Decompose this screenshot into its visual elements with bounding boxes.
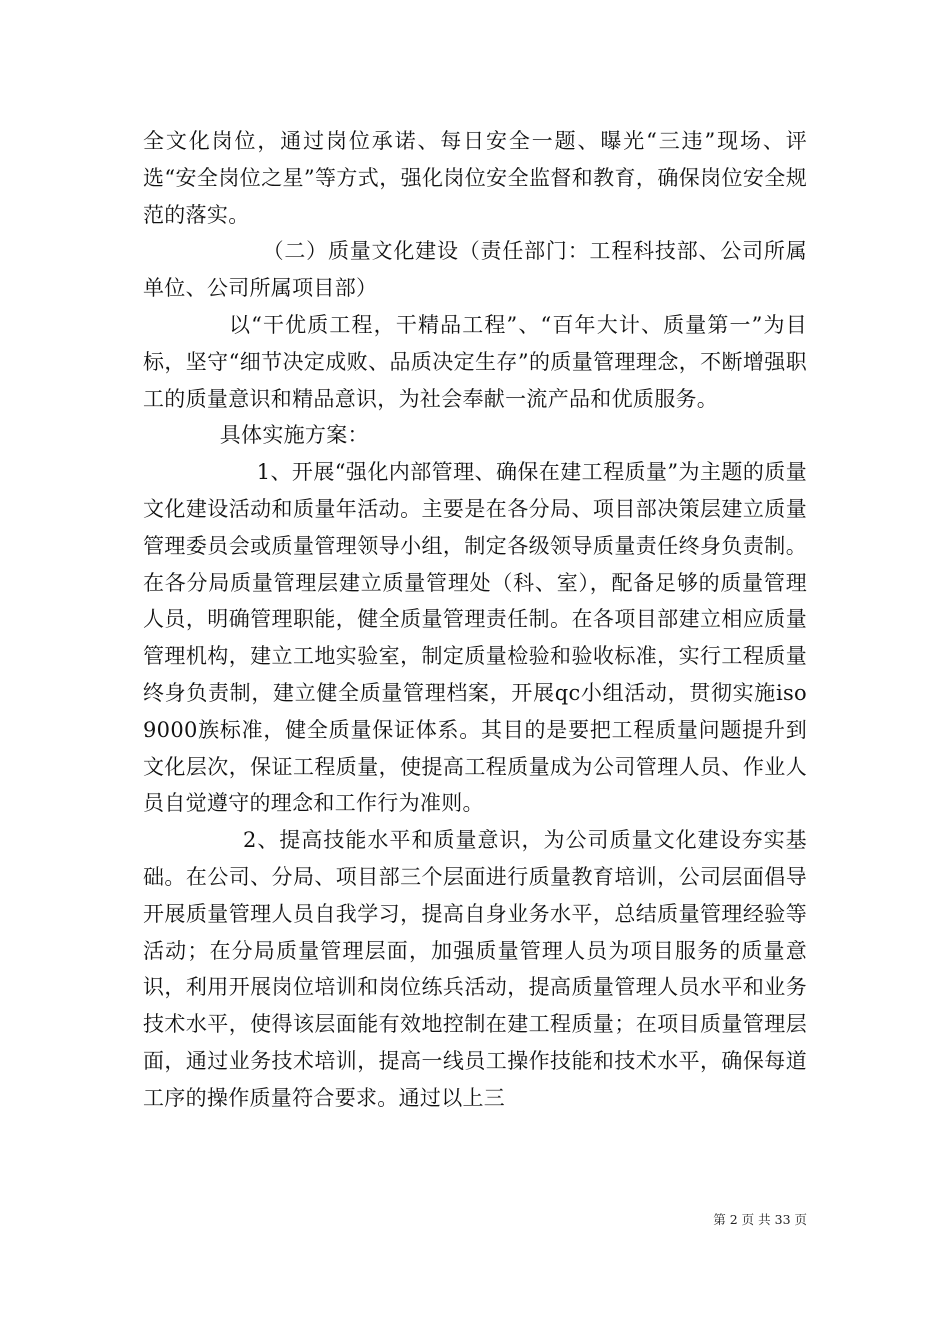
paragraph-item-2: 2、提高技能水平和质量意识，为公司质量文化建设夯实基础。在公司、分局、项目部三个层面进行质量教育培训，公司层面倡导开展质量管理人员自我学习，提高自身业务水平，总结质量管理经验等活动；在分局质量管理层面，加强质量管理人员为项目服务的质量意识，利用开展岗位培训和岗位练兵活动，提高质量管理人员水平和业务技术水平，使得该层面能有效地控制在建工程质量；在项目质量管理层面，通过业务技术培训，提高一线员工操作技能和技术水平，确保每道工序的操作质量符合要求。通过以上三 [143,828,807,1110]
paragraph-item-1: 1、开展“强化内部管理、确保在建工程质量”为主题的质量文化建设活动和质量年活动。主要是在各分局、项目部决策层建立质量管理委员会或质量管理领导小组，制定各级领导质量责任终身负责制。在各分局质量管理层建立质量管理处（科、室），配备足够的质量管理人员，明确管理职能，健全质量管理责任制。在各项目部建立相应质量管理机构，建立工地实验室，制定质量检验和验收标准，实行工程质量终身负责制，建立健全质量管理档案，开展qc小组活动，贯彻实施iso9000族标准，健全质量保证体系。其目的是要把工程质量问题提升到文化层次，保证工程质量，使提高工程质量成为公司管理人员、作业人员自觉遵守的理念和工作行为准则。 [143,460,807,816]
document-body [143,123,807,1117]
page-number-footer: 第 2 页 共 33 页 [713,1212,807,1227]
paragraph-implementation-label: 具体实施方案： [143,423,369,448]
section-heading-quality-culture: （二）质量文化建设（责任部门：工程科技部、公司所属单位、公司所属项目部） [143,239,807,301]
paragraph-quality-goal: 以“干优质工程，干精品工程”、“百年大计、质量第一”为目标，坚守“细节决定成败、品质决定生存”的质量管理理念，不断增强职工的质量意识和精品意识，为社会奉献一流产品和优质服务。 [143,312,807,411]
paragraph-safety-culture-end: 全文化岗位，通过岗位承诺、每日安全一题、曝光“三违”现场、评选“安全岗位之星”等方式，强化岗位安全监督和教育，确保岗位安全规范的落实。 [143,129,807,227]
